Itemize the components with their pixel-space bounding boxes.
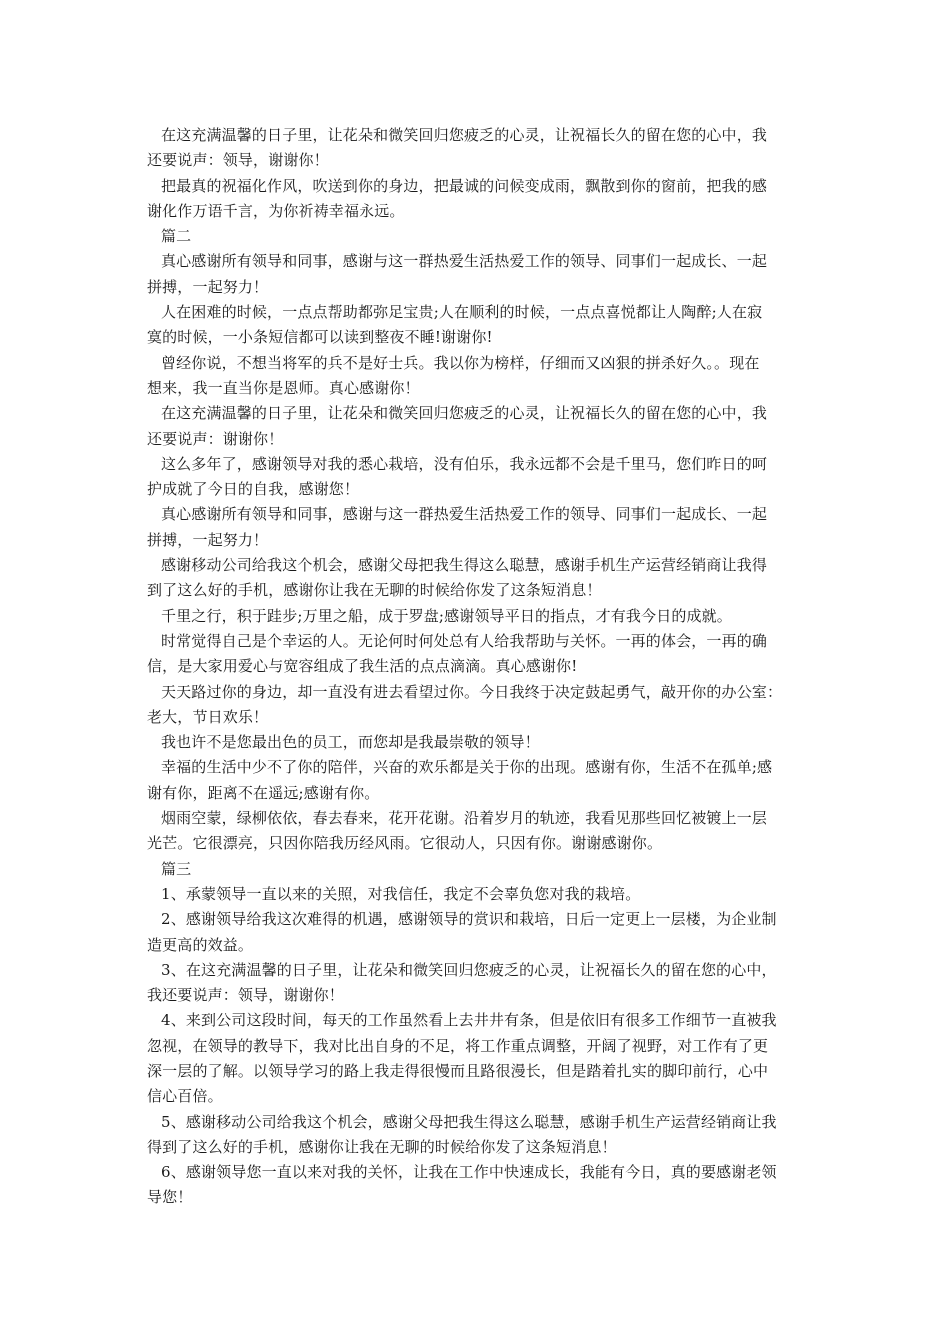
text-line: 我也许不是您最出色的员工，而您却是我最崇敬的领导！ <box>161 733 540 752</box>
text-line: 导您！ <box>147 1188 193 1207</box>
text-line: 烟雨空蒙，绿柳依依，春去春来，花开花谢。沿着岁月的轨迹，我看见那些回忆被镀上一层 <box>161 809 768 828</box>
text-line: 千里之行，积于跬步;万里之船，成于罗盘;感谢领导平日的指点，才有我今日的成就。 <box>161 606 732 625</box>
text-line: 忽视，在领导的教导下，我对比出自身的不足，将工作重点调整，开阔了视野，对工作有了更 <box>147 1036 769 1055</box>
text-line: 造更高的效益。 <box>147 935 254 954</box>
text-line: 1、承蒙领导一直以来的关照，对我信任，我定不会辜负您对我的栽培。 <box>161 884 641 903</box>
text-line: 4、来到公司这段时间，每天的工作虽然看上去井井有条，但是依旧有很多工作细节一直被我 <box>161 1011 777 1030</box>
text-line: 这么多年了，感谢领导对我的悉心栽培，没有伯乐，我永远都不会是千里马，您们昨日的呵 <box>161 454 768 473</box>
text-line: 拼搏，一起努力！ <box>147 277 269 296</box>
text-line: 在这充满温馨的日子里，让花朵和微笑回归您疲乏的心灵，让祝福长久的留在您的心中，我 <box>161 404 768 423</box>
document-body <box>147 123 810 1211</box>
text-line: 把最真的祝福化作风，吹送到你的身边，把最诚的问候变成雨，飘散到你的窗前，把我的感 <box>161 176 768 195</box>
text-line: 谢有你，距离不在遥远;感谢有你。 <box>147 783 380 802</box>
text-line: 寞的时候，一小条短信都可以读到整夜不睡!谢谢你! <box>147 328 493 347</box>
text-line: 6、感谢领导您一直以来对我的关怀，让我在工作中快速成长，我能有今日，真的要感谢老领 <box>161 1163 777 1182</box>
text-line: 曾经你说，不想当将军的兵不是好士兵。我以你为榜样，仔细而又凶狠的拼杀好久。。现在 <box>161 353 760 372</box>
text-line: 真心感谢所有领导和同事，感谢与这一群热爱生活热爱工作的领导、同事们一起成长、一起 <box>161 505 768 524</box>
text-line: 光芒。它很漂亮，只因你陪我历经风雨。它很动人，只因有你。谢谢感谢你。 <box>147 834 663 853</box>
text-line: 想来，我一直当你是恩师。真心感谢你！ <box>147 378 420 397</box>
text-line: 我还要说声：领导，谢谢你！ <box>147 986 344 1005</box>
text-line: 时常觉得自己是个幸运的人。无论何时何处总有人给我帮助与关怀。一再的体会，一再的确 <box>161 631 768 650</box>
text-line: 深一层的了解。以领导学习的路上我走得很慢而且路很漫长，但是踏着扎实的脚印前行，心中 <box>147 1061 769 1080</box>
text-line: 信心百倍。 <box>147 1087 223 1106</box>
text-line: 3、在这充满温馨的日子里，让花朵和微笑回归您疲乏的心灵，让祝福长久的留在您的心中， <box>161 960 777 979</box>
text-line: 篇三 <box>161 859 192 878</box>
text-line: 2、感谢领导给我这次难得的机遇，感谢领导的赏识和栽培，日后一定更上一层楼，为企业制 <box>161 910 777 929</box>
text-line: 人在困难的时候，一点点帮助都弥足宝贵;人在顺利的时候，一点点喜悦都让人陶醉;人在寂 <box>161 303 763 322</box>
text-line: 在这充满温馨的日子里，让花朵和微笑回归您疲乏的心灵，让祝福长久的留在您的心中，我 <box>161 126 768 144</box>
text-line: 得到了这么好的手机，感谢你让我在无聊的时候给你发了这条短消息！ <box>147 1137 617 1156</box>
text-line: 真心感谢所有领导和同事，感谢与这一群热爱生活热爱工作的领导、同事们一起成长、一起 <box>161 252 768 271</box>
text-line: 还要说声：领导，谢谢你！ <box>147 151 329 170</box>
text-line: 天天路过你的身边，却一直没有进去看望过你。今日我终于决定鼓起勇气，敲开你的办公室： <box>161 682 783 701</box>
text-line: 护成就了今日的自我，感谢您！ <box>147 480 360 499</box>
text-line: 到了这么好的手机，感谢你让我在无聊的时候给你发了这条短消息！ <box>147 581 602 600</box>
text-line: 老大，节日欢乐！ <box>147 707 269 726</box>
text-line: 幸福的生活中少不了你的陪伴，兴奋的欢乐都是关于你的出现。感谢有你，生活不在孤单;感 <box>161 758 773 777</box>
text-line: 信，是大家用爱心与宽容组成了我生活的点点滴滴。真心感谢你! <box>147 657 578 676</box>
text-line: 5、感谢移动公司给我这个机会，感谢父母把我生得这么聪慧，感谢手机生产运营经销商让我 <box>161 1112 777 1131</box>
text-line: 拼搏，一起努力！ <box>147 530 269 549</box>
text-line: 感谢移动公司给我这个机会，感谢父母把我生得这么聪慧，感谢手机生产运营经销商让我得 <box>161 556 768 575</box>
text-line: 还要说声：谢谢你！ <box>147 429 284 448</box>
text-line: 谢化作万语千言，为你祈祷幸福永远。 <box>147 201 405 220</box>
text-line: 篇二 <box>161 227 192 246</box>
